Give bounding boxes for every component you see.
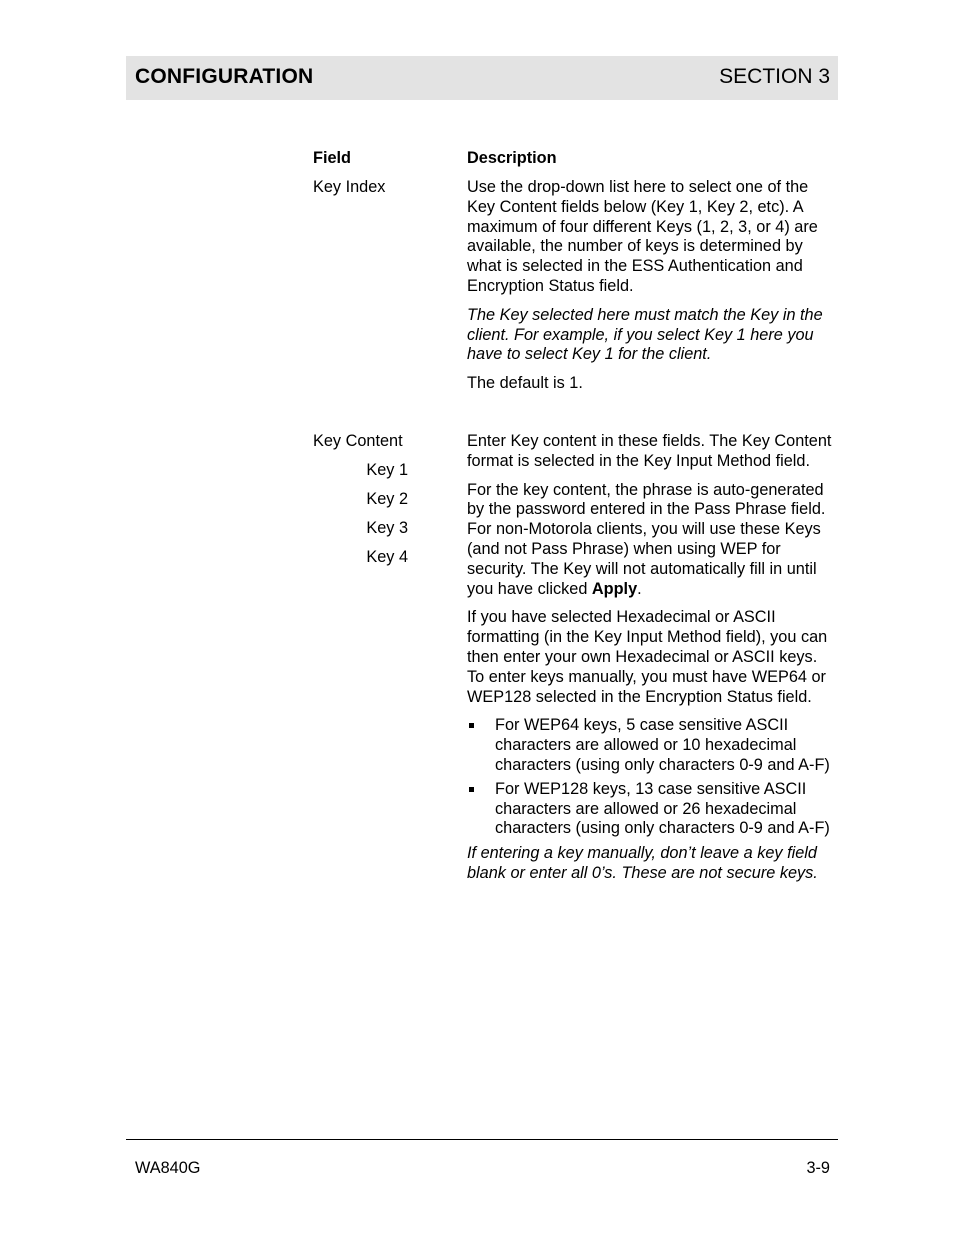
footer-divider <box>126 1139 838 1140</box>
apply-keyword: Apply <box>591 579 638 598</box>
key-content-description <box>467 432 835 884</box>
bullet-wep128 <box>467 780 835 839</box>
key-content-paragraph-2-text: For the key content, the phrase is auto-generated by the password entered in the Pass Phrase field. For non-Motorola clients, you will use these Keys (and not Pass Phrase) when using WEP for security. The Key will not automatically fill in until you have clicked <box>467 480 826 598</box>
subfield-key-1: Key 1 <box>366 461 408 479</box>
key-content-paragraph-2 <box>467 481 835 600</box>
wep-bullet-list <box>467 716 835 839</box>
paragraph-end: . <box>637 579 642 598</box>
square-bullet-icon <box>469 787 474 792</box>
field-key-index: Key Index <box>313 178 386 196</box>
key-content-paragraph-1: Enter Key content in these fields. The Key Content format is selected in the Key Input Method field. <box>467 432 832 470</box>
bullet-wep64-text: For WEP64 keys, 5 case sensitive ASCII characters are allowed or 10 hexadecimal characters (using only characters 0-9 and A-F) <box>495 716 830 774</box>
bullet-wep64 <box>467 716 835 775</box>
footer-page-number: 3-9 <box>806 1159 830 1177</box>
square-bullet-icon <box>469 723 474 728</box>
bullet-wep128-text: For WEP128 keys, 13 case sensitive ASCII characters are allowed or 26 hexadecimal characters (using only characters 0-9 and A-F) <box>495 779 830 838</box>
key-index-default: The default is 1. <box>467 374 583 393</box>
subfield-key-2: Key 2 <box>366 490 408 508</box>
key-index-note: The Key selected here must match the Key in the client. For example, if you select Key 1 here you have to select Key 1 for the client. <box>467 305 823 364</box>
key-index-description <box>467 178 835 394</box>
chapter-title: CONFIGURATION <box>135 65 314 88</box>
manual-key-note: If entering a key manually, don’t leave a key field blank or enter all 0’s. These are not secure keys. <box>467 844 818 882</box>
section-number: SECTION 3 <box>719 65 830 88</box>
key-content-paragraph-3: If you have selected Hexadecimal or ASCII formatting (in the Key Input Method field), you can then enter your own Hexadecimal or ASCII keys. To enter keys manually, you must have WEP64 or WEP128 selected in the Encryption Status field. <box>467 608 828 706</box>
field-column-heading: Field <box>313 149 351 167</box>
description-column-heading: Description <box>467 149 557 167</box>
key-index-paragraph: Use the drop-down list here to select one of the Key Content fields below (Key 1, Key 2, etc). A maximum of four different Keys (1, 2, 3, or 4) are available, the number of keys is determined by what is selected in the ESS Authentication and Encryption Status field. <box>467 178 818 295</box>
section-header-bar <box>126 56 838 100</box>
field-key-content: Key Content <box>313 432 403 450</box>
footer-model: WA840G <box>135 1159 201 1177</box>
subfield-key-4: Key 4 <box>366 548 408 566</box>
subfield-key-3: Key 3 <box>366 519 408 537</box>
